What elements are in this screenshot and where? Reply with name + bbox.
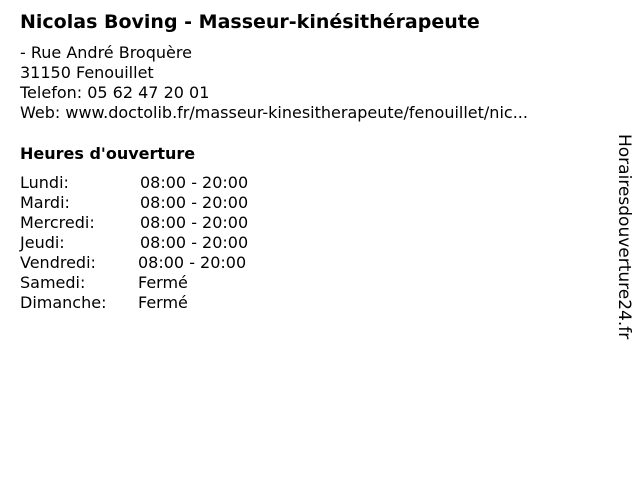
day-label: Mardi: bbox=[20, 193, 70, 212]
phone-number: Telefon: 05 62 47 20 01 bbox=[20, 83, 210, 102]
time-value: Fermé bbox=[138, 273, 188, 292]
day-label: Jeudi: bbox=[20, 233, 65, 252]
time-value: 08:00 - 20:00 bbox=[140, 193, 249, 212]
website-link[interactable]: Web: www.doctolib.fr/masseur-kinesitherapeute/fenouillet/nic... bbox=[20, 103, 528, 122]
time-value: 08:00 - 20:00 bbox=[140, 213, 249, 232]
time-value: 08:00 - 20:00 bbox=[140, 173, 249, 192]
business-title: Nicolas Boving - Masseur-kinésithérapeute bbox=[20, 11, 480, 33]
day-label: Dimanche: bbox=[20, 293, 107, 312]
city-postal: 31150 Fenouillet bbox=[20, 63, 154, 82]
time-value: 08:00 - 20:00 bbox=[138, 253, 247, 272]
street-address: - Rue André Broquère bbox=[20, 43, 192, 62]
address-block bbox=[20, 43, 528, 123]
day-label: Samedi: bbox=[20, 273, 86, 292]
day-label: Lundi: bbox=[20, 173, 69, 192]
time-value: Fermé bbox=[138, 293, 188, 312]
site-brand-label[interactable]: Horairesdouverture24.fr bbox=[614, 134, 634, 340]
day-label: Vendredi: bbox=[20, 253, 96, 272]
time-value: 08:00 - 20:00 bbox=[140, 233, 249, 252]
day-label: Mercredi: bbox=[20, 213, 95, 232]
hours-heading: Heures d'ouverture bbox=[20, 144, 196, 163]
